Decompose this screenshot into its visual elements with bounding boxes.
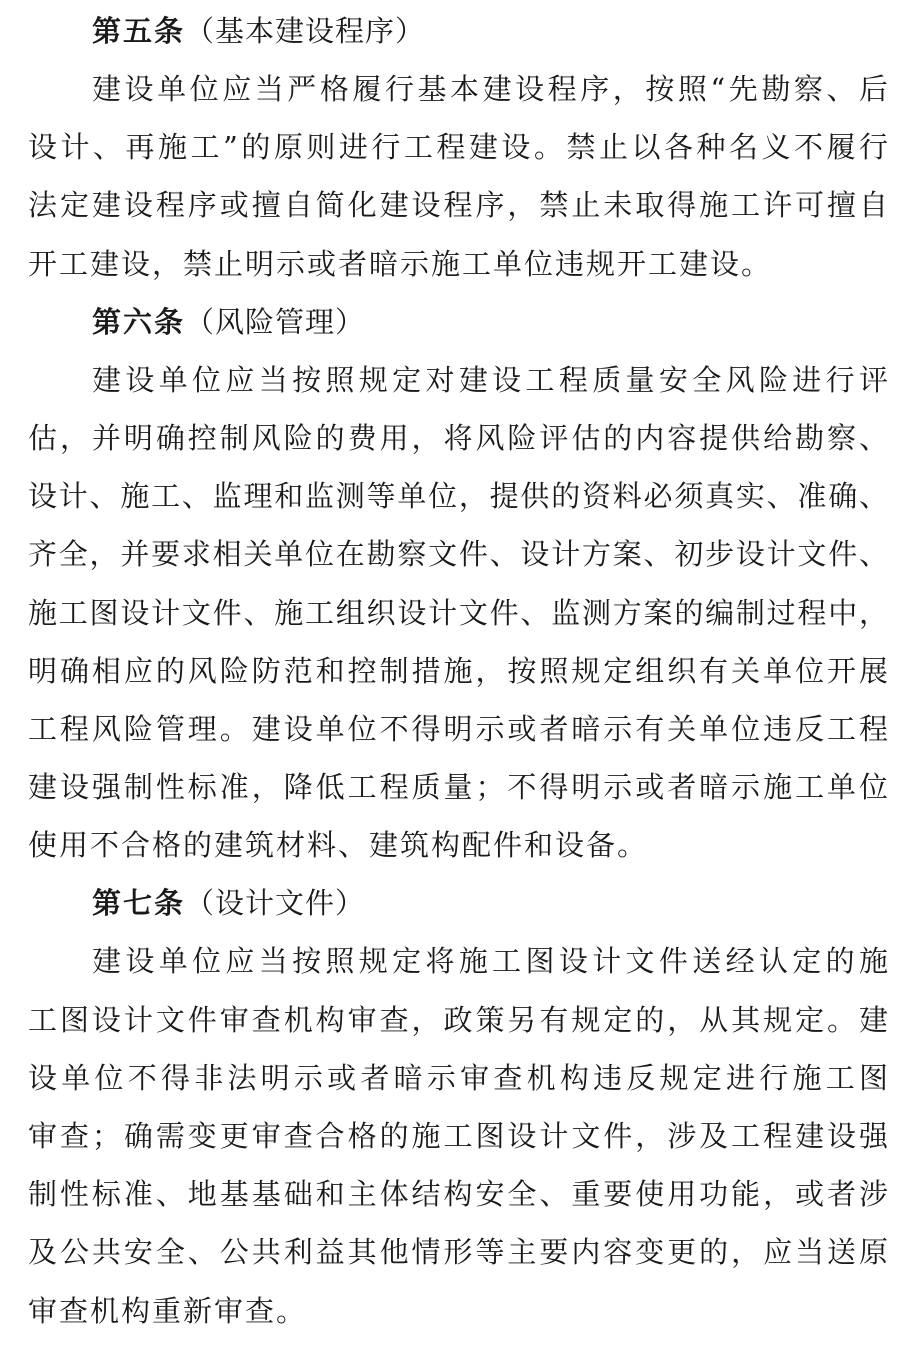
text-line: 使用不合格的建筑材料、建筑构配件和设备。 — [28, 828, 649, 863]
text-line: 齐全，并要求相关单位在勘察文件、设计方案、初步设计文件、 — [28, 537, 888, 572]
text-line: 设计、再施工”的原则进行工程建设。禁止以各种名义不履行 — [28, 130, 888, 165]
text-line: 工程风险管理。建设单位不得明示或者暗示有关单位违反工程 — [28, 711, 888, 746]
article-number: 第六条 — [92, 304, 186, 339]
article-heading — [28, 2, 888, 60]
article-number: 第七条 — [92, 886, 186, 921]
article-title: （基本建设程序） — [185, 14, 426, 48]
article-title: （设计文件） — [185, 886, 366, 921]
text-line: 设单位不得非法明示或者暗示审查机构违反规定进行施工图 — [28, 1060, 888, 1095]
article-number: 第五条 — [92, 14, 186, 48]
article-6 — [28, 293, 888, 875]
text-line: 及公共安全、公共利益其他情形等主要内容变更的，应当送原 — [28, 1235, 888, 1270]
article-heading — [28, 293, 888, 351]
text-line: 建设强制性标准，降低工程质量；不得明示或者暗示施工单位 — [28, 770, 888, 805]
text-line: 工图设计文件审查机构审查，政策另有规定的，从其规定。建 — [28, 1002, 888, 1037]
article-5 — [28, 2, 888, 293]
text-line: 审查；确需变更审查合格的施工图设计文件，涉及工程建设强 — [28, 1119, 888, 1153]
article-heading — [28, 874, 888, 932]
text-line: 制性标准、地基基础和主体结构安全、重要使用功能，或者涉 — [28, 1177, 888, 1212]
document-page — [28, 2, 888, 1340]
text-line: 施工图设计文件、施工组织设计文件、监测方案的编制过程中， — [28, 595, 888, 630]
text-line: 开工建设，禁止明示或者暗示施工单位违规开工建设。 — [28, 246, 773, 281]
text-line: 明确相应的风险防范和控制措施，按照规定组织有关单位开展 — [28, 653, 888, 688]
article-7 — [28, 874, 888, 1339]
text-line: 设计、施工、监理和监测等单位，提供的资料必须真实、准确、 — [28, 479, 888, 514]
text-line: 建设单位应当按照规定将施工图设计文件送经认定的施 — [92, 944, 888, 979]
text-line: 建设单位应当严格履行基本建设程序，按照“先勘察、后 — [92, 72, 888, 106]
text-line: 法定建设程序或擅自简化建设程序，禁止未取得施工许可擅自 — [28, 188, 888, 223]
article-title: （风险管理） — [185, 304, 366, 339]
text-line: 估，并明确控制风险的费用，将风险评估的内容提供给勘察、 — [28, 420, 888, 455]
text-line: 审查机构重新审查。 — [28, 1293, 308, 1328]
text-line: 建设单位应当按照规定对建设工程质量安全风险进行评 — [92, 362, 888, 397]
